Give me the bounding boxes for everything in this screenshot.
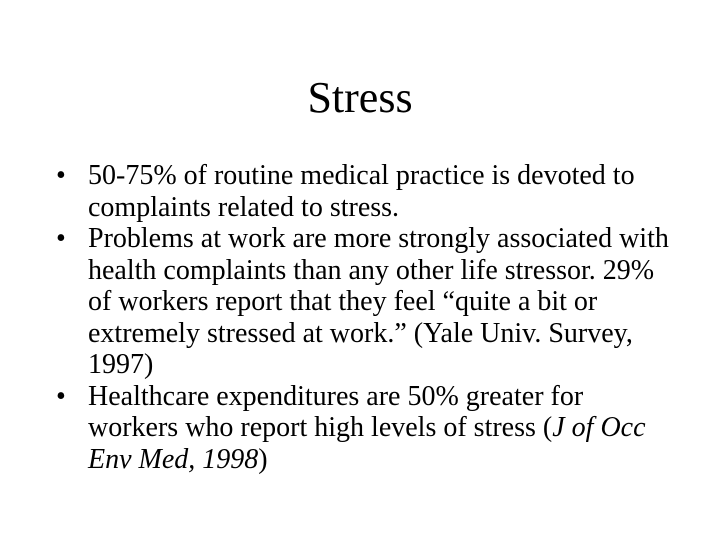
bullet-item (56, 381, 676, 476)
bullet-item (56, 223, 676, 381)
bullet-icon: • (56, 223, 66, 254)
bullet-text-before: Healthcare expenditures are 50% greater for workers who report high levels of stress ( (88, 380, 584, 443)
bullet-icon: • (56, 380, 66, 412)
bullet-text (88, 381, 646, 475)
bullet-icon: • (56, 160, 66, 191)
bullet-item (56, 160, 676, 223)
citation-text: J of Occ Env Med, 1998 (88, 412, 646, 475)
bullet-text-after: ) (258, 443, 268, 475)
bullet-list (56, 160, 676, 475)
bullet-text: Problems at work are more strongly associated with health complaints than any other life stressor. 29% of workers report that they feel “quite a bit or extremely stressed at work.” (Yale Univ. Survey, 1997) (88, 223, 669, 380)
bullet-text: 50-75% of routine medical practice is devoted to complaints related to stress. (88, 160, 635, 223)
slide-title: Stress (307, 73, 413, 122)
